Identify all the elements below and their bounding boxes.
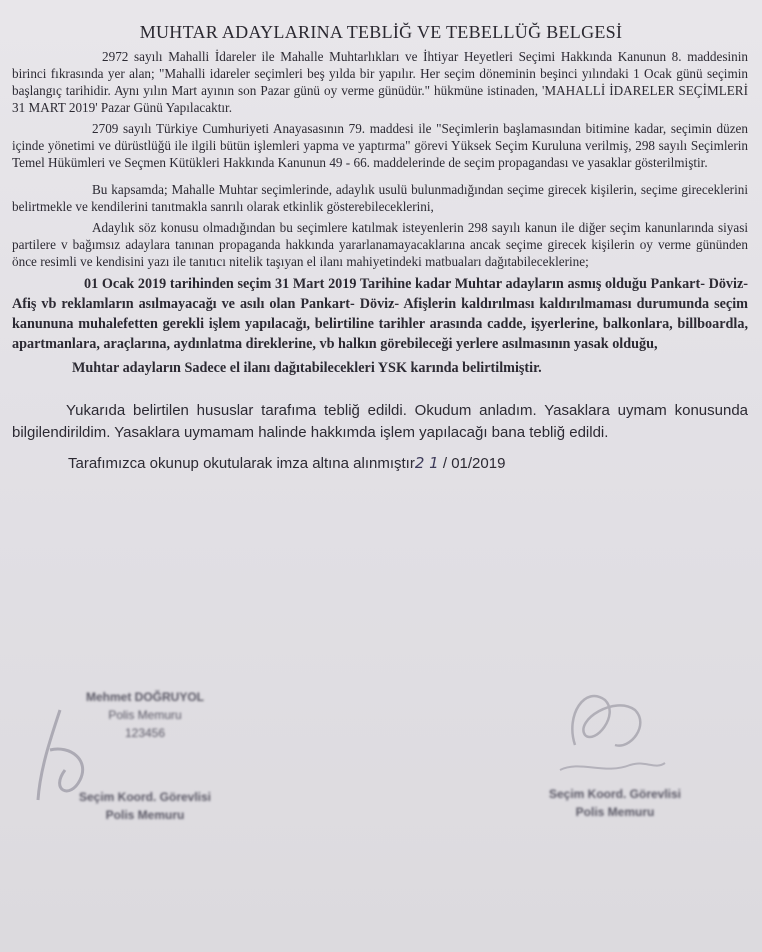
right-signer-role: Seçim Koord. Görevlisi — [548, 787, 682, 801]
paragraph-scope: Bu kapsamda; Mahalle Muhtar seçimlerinde, adaylık usulü bulunmadığından seçime girecek kişilerin, seçime gireceklerini belirtmekle ve kendilerini tanıtmakla sanrılı olarak etkinlik gösterebileceklerini, — [12, 182, 748, 214]
sign-date-suffix: / 01/2019 — [438, 455, 506, 472]
paragraph-ysk-note: Muhtar adayların Sadece el ilanı dağıtabilecekleri YSK karında belirtilmiştir. — [72, 360, 542, 376]
paragraph-constitution: 2709 sayılı Türkiye Cumhuriyeti Anayasasının 79. maddesi ile "Seçimlerin başlamasından bitimine kadar, seçimin düzen içinde yönetimi ve dürüstlüğü ile ilgili bütün işlemleri yapma ve yaptırma" görevi Yüksek Seçim Kuruluna verilmiş, 298 sayılı Seçimlerin Temel Hükümleri ve Seçmen Kütükleri Hakkında Kanunun 49 - 66. maddelerinde de seçim propagandası ve yasaklar gösterilmiştir. — [12, 121, 748, 170]
sign-day-handwritten: 2 1 — [414, 454, 439, 472]
paragraph-poster-ban: 01 Ocak 2019 tarihinden seçim 31 Mart 2019 Tarihine kadar Muhtar adayların asmış olduğu Pankart- Döviz- Afiş vb reklamların asılmayacağı ve asılı olan Pankart- Döviz- Afişlerin kaldırılması kaldırılmaması durumunda seçim kanununa muhalefetten gerekli işlem yapılacağı, belirtiline tarihler arasında cadde, işyerlerine, balkonlara, billboardla, apartmanlara, araçlarına, aydınlatma direklerine, vb halkın görebileceği yerlere asılmasının yasak olduğu, — [12, 276, 748, 352]
left-signer-title: Polis Memuru — [105, 808, 185, 822]
paragraph-candidacy: Adaylık söz konusu olmadığından bu seçimlere katılmak isteyenlerin 298 sayılı kanun ile diğer seçim kanunlarında siyasi partilere v bağımsız adaylara tanınan propaganda hakkında yararlanamayacaklarına ancak seçime girecek kişilerin oy verme gününden önce resimli ve kendisini yazı ile tanıtıcı nitelik taşıyan el ilanı mahiyetindeki matbuaları dağıtabileceklerine; — [12, 220, 748, 269]
left-signer-rank: Polis Memuru — [108, 708, 182, 722]
right-signer-title: Polis Memuru — [575, 805, 655, 819]
right-signature-block — [505, 785, 725, 821]
document-title: MUHTAR ADAYLARINA TEBLİĞ VE TEBELLÜĞ BELGESİ — [139, 22, 623, 42]
left-signer-number: 123456 — [124, 726, 166, 740]
right-signature-scribble-icon — [545, 675, 685, 785]
sign-line-prefix: Tarafımızca okunup okutularak imza altına alınmıştır — [68, 455, 415, 472]
signature-date-line — [12, 452, 748, 475]
left-signer-role: Seçim Koord. Görevlisi — [78, 790, 212, 804]
paragraph-election-law: 2972 sayılı Mahalli İdareler ile Mahalle Muhtarlıkları ve İhtiyar Heyetleri Seçimi Hakkında Kanunun 8. maddesinin birinci fıkrasında yer alan; "Mahalli idareler seçimleri beş yılda bir yapılır. Her seçim döneminin beşinci yılındaki 1 Ocak günü seçimin başlangıç tarihidir. Aynı yılın Mart ayının son Pazar günü oy verme günüdür." hükmüne istinaden, 'MAHALLİ İDARELER SEÇİMLERİ 31 MART 2019' Pazar Günü Yapılacaktır. — [12, 49, 748, 115]
document-body — [12, 48, 748, 479]
paragraph-acknowledgement: Yukarıda belirtilen hususlar tarafıma tebliğ edildi. Okudum anladım. Yasaklara uymam konusunda bilgilendirildim. Yasaklara uymamam halinde hakkımda işlem yapılacağı bana tebliğ edildi. — [12, 402, 748, 441]
left-signature-block — [20, 688, 270, 824]
left-signer-name: Mehmet DOĞRUYOL — [85, 690, 204, 704]
